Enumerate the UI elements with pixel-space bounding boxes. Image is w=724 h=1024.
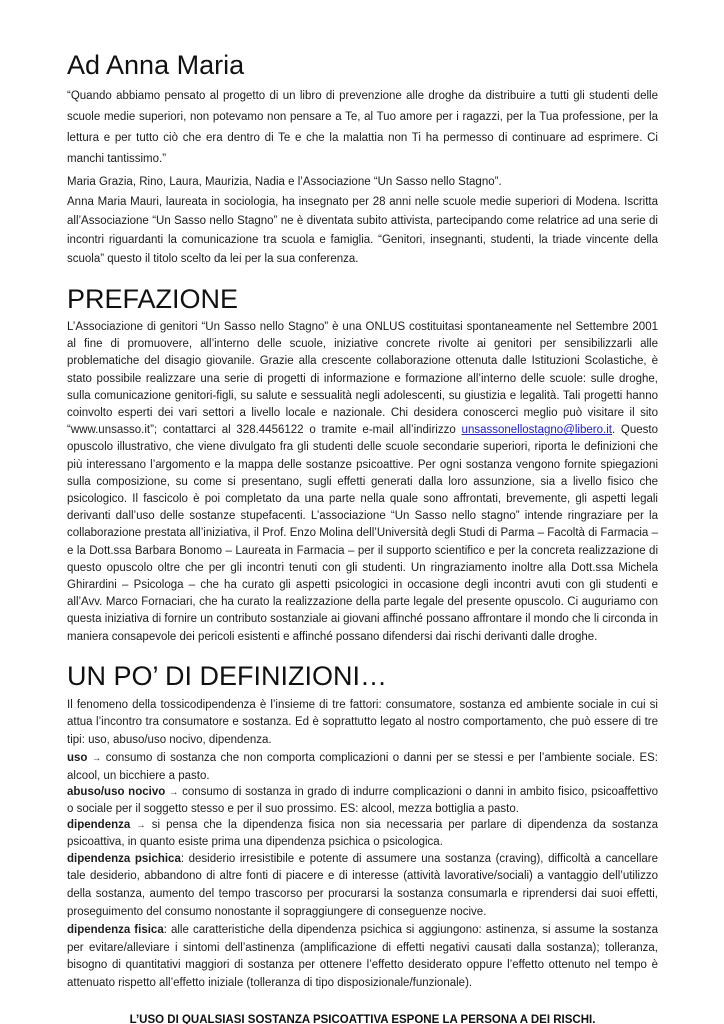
definition-term: dipendenza fisica: [67, 923, 164, 936]
dedication-quote-paragraph: “Quando abbiamo pensato al progetto di un libro di prevenzione alle droghe da distribuire a tutti gli studenti delle scuole medie superiori, non potevamo non pensare a Te, al Tuo amore per i ragazzi, per la Tua professione, per la lettura e per tutto ciò che era dentro di Te e che la malattia non Ti ha permesso di continuare ad esprimere. Ci manchi tantissimo.”: [67, 90, 658, 165]
email-link[interactable]: unsassonellostagno@libero.it: [461, 424, 612, 437]
preface-heading: PREFAZIONE: [67, 284, 239, 314]
definition-term: abuso/uso nocivo: [67, 785, 166, 798]
definitions-heading: UN PO’ DI DEFINIZIONI…: [67, 660, 388, 691]
preface-paragraph: [67, 319, 658, 646]
definition-uso: [67, 750, 658, 783]
arrow-right-icon: →: [136, 820, 146, 832]
definition-text: desiderio irresistibile e potente di assumere una sostanza (craving), difficoltà a cancellare tale desiderio, abbandono di altre fonti di piacere e di interesse (attività lavorative/sociali) a vantaggio dell’utilizzo della sostanza, aumento del tempo trascorso per procurarsi la sostanza consumarla e riprendersi dai suoi effetti, proseguimento del consumo nonostante il sopraggiungere di conseguenze nocive.: [67, 852, 658, 918]
definition-separator: :: [163, 923, 167, 936]
arrow-right-icon: →: [91, 753, 102, 765]
preface-text-after-link: . Questo opuscolo illustrativo, che viene divulgato fra gli studenti delle scuole secondarie superiori, riporta le definizioni che più interessano l’argomento e la mappa delle sostanze psicoattive. Per ogni sostanza vengono fornite spiegazioni sulla composizione, su come si presentano, sugli effetti generati dalla loro assunzione, sia a livello fisico che psicologico. Il fascicolo è poi completato da una parte nella quale sono affrontati, brevemente, gli aspetti legali derivanti dall’uso delle sostanze stupefacenti. L’associazione “Un Sasso nello stagno” intende ringraziare per la collaborazione prestata all’iniziativa, il Prof. Enzo Molina dell’Università degli Studi di Parma – Facoltà di Farmacia – e la Dott.ssa Barbara Bonomo – Laureata in Farmacia – per il supporto scientifico e per la concreta realizzazione di questo opuscolo oltre che per gli incontri tenuti con gli studenti. Un ringraziamento inoltre alla Dott.ssa Michela Ghirardini – Psicologa – che ha curato gli aspetti psicologici in occasione degli incontri avuti con gli studenti e all’Avv. Marco Fornaciari, che ha curato la realizzazione della parte legale del presente opuscolo. Ci auguriamo con questa iniziativa di fornire un contributo sostanziale ai giovani affinché possano affrontare il mondo che li circonda in maniera consapevole dei pericoli esistenti e affinché possano difendersi dai rischi derivanti dalle droghe.: [67, 424, 658, 643]
definition-term: dipendenza: [67, 819, 131, 832]
definition-term: uso: [67, 752, 88, 765]
closing-statement: L’USO DI QUALSIASI SOSTANZA PSICOATTIVA ESPONE LA PERSONA A DEI RISCHI.: [129, 1013, 596, 1024]
definition-dipendenza-psichica: [67, 851, 658, 922]
definitions-intro-paragraph: Il fenomeno della tossicodipendenza è l’insieme di tre fattori: consumatore, sostanza ed ambiente sociale in cui si attua l’incontro tra consumatore e sostanza. Ed è soprattutto legato al nostro comportamento, che può essere di tre tipi: uso, abuso/uso nocivo, dipendenza.: [67, 698, 658, 746]
definition-separator: :: [180, 852, 185, 865]
dedication-signature-paragraph: Maria Grazia, Rino, Laura, Maurizia, Nadia e l’Associazione “Un Sasso nello Stagno”.: [67, 176, 502, 188]
arrow-right-icon: →: [168, 786, 179, 798]
definition-term: dipendenza psichica: [67, 852, 181, 865]
definition-dipendenza-fisica: [67, 922, 658, 993]
definition-text: consumo di sostanza in grado di indurre complicazioni o danni in ambito fisico, psicoaffettivo o sociale per il soggetto stesso e per il suo prossimo. ES: alcool, mezza bottiglia a pasto.: [67, 785, 659, 815]
definition-text: consumo di sostanza che non comporta complicazioni o danni per se stessi e per l’ambiente sociale. ES: alcool, un bicchiere a pasto.: [67, 752, 658, 782]
definition-text: alle caratteristiche della dipendenza psichica si aggiungono: astinenza, si assume la sostanza per evitare/alleviare i sintomi dell’astinenza (amplificazione di effetti negativi causati dalla sostanza); tolleranza, bisogno di quantitativi maggiori di sostanza per ottenere l’effetto desiderato oppure l’effetto ottenuto nel tempo è attenuato rispetto all’effetto iniziale (tolleranza di tipo disposizionale/funzionale).: [67, 923, 658, 990]
preface-text-before-link: L’Associazione di genitori “Un Sasso nello Stagno” è una ONLUS costituitasi spontaneamente nel Settembre 2001 al fine di promuovere, all’interno delle scuole, iniziative concrete rivolte ai genitori per sensibilizzarli alle problematiche del disagio giovanile. Grazie alla crescente collaborazione ottenuta dalle Istituzioni Scolastiche, è stato possibile realizzare una serie di progetti di informazione e formazione all’interno delle scuole: sulle droghe, sulla comunicazione genitori-figli, su salute e sessualità negli adolescenti, su giustizia e legalità. Tali progetti hanno coinvolto esperti dei vari settori a livello locale e nazionale. Chi desidera conoscerci meglio può visitare il sito “www.unsasso.it”; contattarci al 328.4456122 o tramite e-mail all’indirizzo: [67, 321, 658, 437]
definition-dipendenza: [67, 817, 658, 850]
definition-abuso-uso-nocivo: [67, 784, 658, 817]
definition-text: si pensa che la dipendenza fisica non sia necessaria per parlare di dipendenza da sostanza psicoattiva, in quanto esiste prima una dipendenza psichica o psicologica.: [67, 819, 658, 849]
dedication-heading: Ad Anna Maria: [67, 50, 245, 80]
dedication-bio-paragraph: Anna Maria Mauri, laureata in sociologia, ha insegnato per 28 anni nelle scuole medie superiori di Modena. Iscritta all’Associazione “Un Sasso nello Stagno” ne è diventata subito attivista, partecipando come relatrice ad una serie di incontri riguardanti la comunicazione tra scuola e famiglia. “Genitori, insegnanti, studenti, la triade vincente della scuola” questo il titolo scelto da lei per la sua conferenza.: [67, 196, 658, 265]
